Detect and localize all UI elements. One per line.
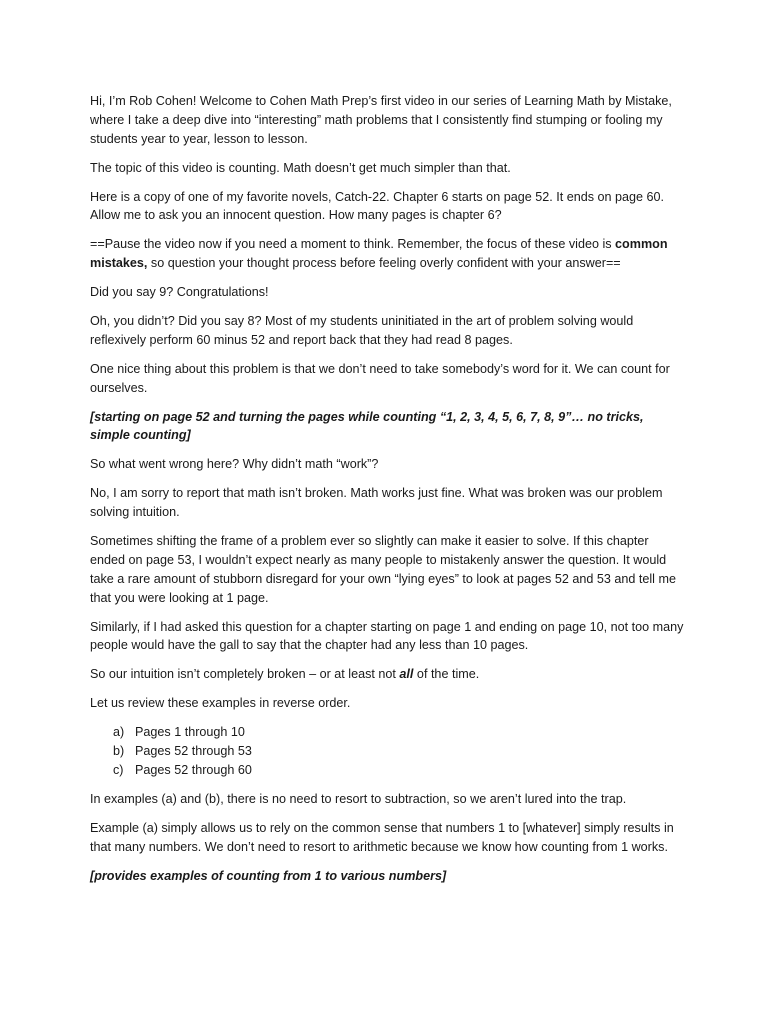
pause-text-end: so question your thought process before feeling overly confident with your answer== (147, 256, 621, 271)
list-marker: c) (113, 762, 124, 777)
list-item (90, 761, 684, 780)
paragraph-pause (90, 235, 684, 273)
paragraph-congrats: Did you say 9? Congratulations! (90, 285, 269, 300)
paragraph-shifting-frame: Sometimes shifting the frame of a problem ever so slightly can make it easier to solve. If this chapter ended on page 53, I wouldn’t expect nearly as many people to mistakenly answer the question. It would take a rare amount of stubborn disregard for your own “lying eyes” to look at pages 52 and 53 and tell me that you were looking at 1 page. (90, 534, 676, 605)
paragraph-count-ourselves: One nice thing about this problem is that we don’t need to take somebody’s word for it. We can count for ourselves. (90, 361, 670, 395)
paragraph-intuition (90, 665, 684, 684)
examples-list (90, 723, 684, 779)
pause-bold-text: common mistakes, (90, 237, 668, 271)
list-item-text: Pages 52 through 53 (135, 744, 252, 759)
paragraph-what-went-wrong: So what went wrong here? Why didn’t math “work”? (90, 457, 379, 472)
paragraph-math-not-broken: No, I am sorry to report that math isn’t broken. Math works just fine. What was broken was our problem solving intuition. (90, 486, 663, 520)
document-page (90, 92, 684, 896)
list-item-text: Pages 52 through 60 (135, 762, 252, 777)
stage-direction-counting: [starting on page 52 and turning the pages while counting “1, 2, 3, 4, 5, 6, 7, 8, 9”… no tricks, simple counting] (90, 409, 644, 443)
stage-direction-examples: [provides examples of counting from 1 to various numbers] (90, 868, 447, 883)
paragraph-wrong-answer: Oh, you didn’t? Did you say 8? Most of my students uninitiated in the art of problem solving would reflexively perform 60 minus 52 and report back that they had read 8 pages. (90, 314, 634, 347)
paragraph-similarly: Similarly, if I had asked this question for a chapter starting on page 1 and ending on page 10, not too many people would have the gall to say that the chapter had any less than 10 pages. (90, 619, 684, 653)
list-marker: b) (113, 744, 125, 759)
paragraph-intro: Hi, I’m Rob Cohen! Welcome to Cohen Math Prep’s first video in our series of Learning Math by Mistake, where I take a deep dive into “interesting” math problems that I consistently find stumping or fooling my students year to year, lesson to lesson. (90, 94, 672, 146)
list-item (90, 742, 684, 761)
intuition-text-end: of the time. (413, 667, 480, 682)
list-marker: a) (113, 725, 125, 740)
paragraph-topic: The topic of this video is counting. Math doesn’t get much simpler than that. (90, 160, 511, 175)
paragraph-examples-ab: In examples (a) and (b), there is no need to resort to subtraction, so we aren’t lured into the trap. (90, 791, 627, 806)
intuition-emphasis: all (399, 667, 414, 682)
pause-text-start: ==Pause the video now if you need a moment to think. Remember, the focus of these video is (90, 237, 616, 252)
list-item (90, 723, 684, 742)
paragraph-review: Let us review these examples in reverse order. (90, 696, 351, 711)
paragraph-example-a: Example (a) simply allows us to rely on the common sense that numbers 1 to [whatever] simply results in that many numbers. We don’t need to resort to arithmetic because we know how counting from 1 works. (90, 820, 674, 854)
list-item-text: Pages 1 through 10 (135, 725, 245, 740)
paragraph-question: Here is a copy of one of my favorite novels, Catch-22. Chapter 6 starts on page 52. It ends on page 60. Allow me to ask you an innocent question. How many pages is chapter 6? (90, 189, 665, 223)
intuition-text-start: So our intuition isn’t completely broken – or at least not (90, 667, 400, 682)
